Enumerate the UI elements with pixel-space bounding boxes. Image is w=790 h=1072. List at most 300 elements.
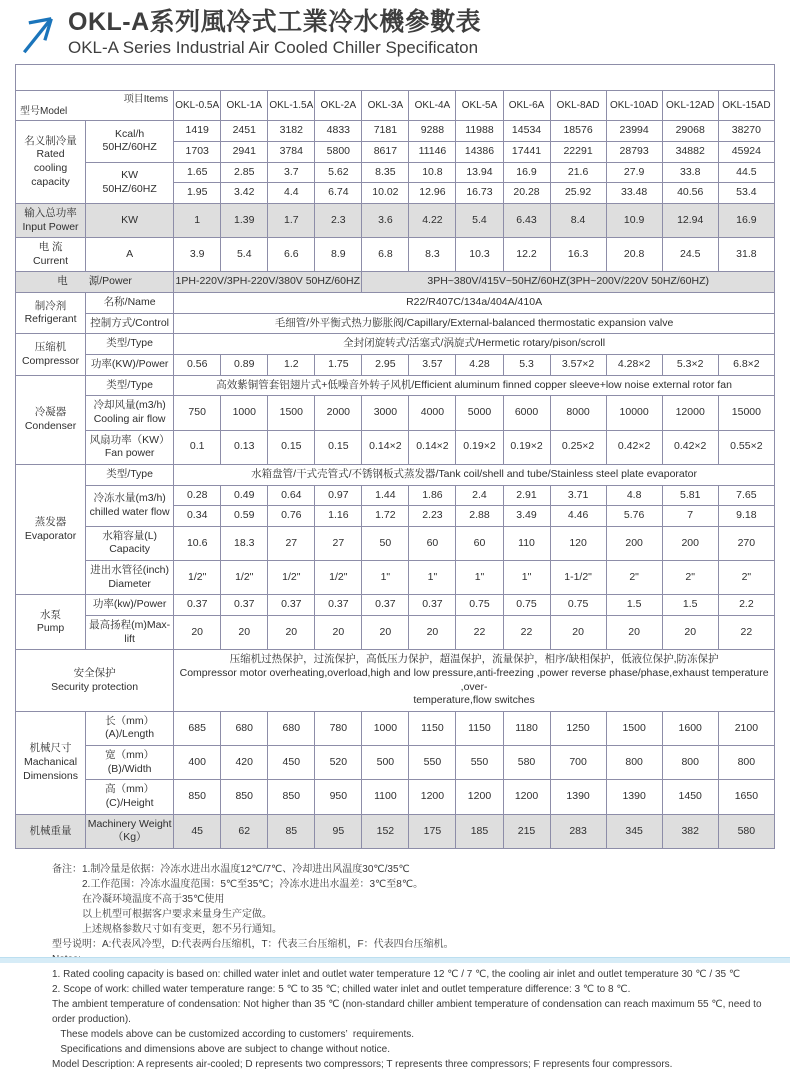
value-cell: 33.48 — [606, 183, 662, 204]
note-line: 2.工作范围：冷冻水温度范围：5℃至35℃；冷冻水进出水温差：3℃至8℃。 — [52, 878, 424, 890]
value-cell: 27 — [268, 526, 315, 560]
value-cell: 1150 — [456, 711, 503, 745]
value-cell: 2100 — [718, 711, 774, 745]
table-row — [16, 430, 775, 464]
value-cell: 24.5 — [662, 238, 718, 272]
note-line: 在冷凝环境温度不高于35℃使用 — [52, 893, 225, 905]
section-cell: 安全保护 Security protection — [16, 650, 174, 712]
value-cell: 1703 — [174, 141, 221, 162]
value-cell: 53.4 — [718, 183, 774, 204]
table-row — [16, 595, 775, 616]
value-cell: 3.71 — [550, 485, 606, 506]
value-cell: 20 — [362, 616, 409, 650]
section-cell: 冷凝器 Condenser — [16, 375, 86, 464]
table-row — [16, 650, 775, 712]
value-cell: 10.9 — [606, 203, 662, 237]
table-row — [16, 561, 775, 595]
value-cell: 1" — [362, 561, 409, 595]
value-cell: 200 — [606, 526, 662, 560]
footer-strip — [0, 957, 790, 963]
value-cell: 0.19×2 — [503, 430, 550, 464]
value-cell: 12.96 — [409, 183, 456, 204]
value-cell: 1/2" — [174, 561, 221, 595]
value-cell: 4.8 — [606, 485, 662, 506]
value-cell: 1.5 — [662, 595, 718, 616]
value-cell: 1200 — [409, 780, 456, 814]
section-cell: 电 源/Power — [16, 272, 174, 293]
value-cell: 1.5 — [606, 595, 662, 616]
model-column-header: OKL-8AD — [550, 91, 606, 121]
value-cell: 20.8 — [606, 238, 662, 272]
value-cell: 680 — [268, 711, 315, 745]
page-title-cn: OKL-A系列風冷式工業冷水機參數表 — [68, 8, 482, 36]
item-cell: 进出水管径(inch) Diameter — [86, 561, 174, 595]
value-cell: 185 — [456, 814, 503, 848]
value-cell: 10.02 — [362, 183, 409, 204]
value-cell: 215 — [503, 814, 550, 848]
value-cell: 38270 — [718, 121, 774, 142]
value-cell: 4.22 — [409, 203, 456, 237]
note-line: 1. Rated cooling capacity is based on: chilled water inlet and outlet water temperature 12 ℃ / 7 ℃, the cooling air inlet and outlet temperature 30 ℃ / 35 ℃ — [52, 968, 741, 980]
value-cell: 20 — [409, 616, 456, 650]
value-cell: 5.3×2 — [662, 355, 718, 376]
table-row — [16, 121, 775, 142]
value-cell: 2.85 — [221, 162, 268, 183]
note-line: 2. Scope of work: chilled water temperature range: 5 ℃ to 35 ℃; chilled water inlet and outlet temperature difference: 3 ℃ to 8 ℃. — [52, 983, 631, 995]
value-cell: 7 — [662, 506, 718, 527]
value-cell: 1650 — [718, 780, 774, 814]
model-column-header: OKL-10AD — [606, 91, 662, 121]
value-cell: 2.95 — [362, 355, 409, 376]
value-cell: 1500 — [268, 396, 315, 430]
model-column-header: OKL-1.5A — [268, 91, 315, 121]
value-cell: 550 — [456, 746, 503, 780]
value-cell: 3.7 — [268, 162, 315, 183]
table-row — [16, 375, 775, 396]
value-cell: 95 — [315, 814, 362, 848]
value-cell: 9.18 — [718, 506, 774, 527]
page-header — [0, 0, 790, 59]
value-cell: 4.46 — [550, 506, 606, 527]
value-cell: 0.37 — [362, 595, 409, 616]
note-line: 备注：1.制冷量是依据：冷冻水进出水温度12℃/7℃、冷却进出风温度30℃/35℃ — [52, 863, 410, 875]
item-cell: 功率(KW)/Power — [86, 355, 174, 376]
value-cell: 10.3 — [456, 238, 503, 272]
corner-model-label: 型号Model — [20, 106, 68, 118]
section-cell: 压缩机 Compressor — [16, 334, 86, 375]
value-cell: 200 — [662, 526, 718, 560]
value-cell: 680 — [221, 711, 268, 745]
value-cell: 2.3 — [315, 203, 362, 237]
value-cell: 382 — [662, 814, 718, 848]
note-line: 型号说明：A:代表风冷型，D:代表两台压缩机，T：代表三台压缩机，F：代表四台压缩机。 — [52, 938, 454, 950]
value-cell: 0.15 — [268, 430, 315, 464]
value-cell: 1.2 — [268, 355, 315, 376]
item-cell: 长（mm）(A)/Length — [86, 711, 174, 745]
value-cell: 1000 — [221, 396, 268, 430]
table-banner-row — [16, 64, 775, 91]
item-cell: Machinery Weight （Kg） — [86, 814, 174, 848]
model-column-header: OKL-1A — [221, 91, 268, 121]
value-cell: 0.14×2 — [409, 430, 456, 464]
value-cell: 11988 — [456, 121, 503, 142]
value-cell: 22291 — [550, 141, 606, 162]
value-cell: 2.91 — [503, 485, 550, 506]
model-column-header: OKL-2A — [315, 91, 362, 121]
section-cell: 名义制冷量 Rated cooling capacity — [16, 121, 86, 204]
value-cell: 0.75 — [456, 595, 503, 616]
section-cell: 机械重量 — [16, 814, 86, 848]
value-cell: 283 — [550, 814, 606, 848]
value-cell: 12000 — [662, 396, 718, 430]
value-cell: 4.28×2 — [606, 355, 662, 376]
table-row — [16, 464, 775, 485]
value-cell: 20 — [662, 616, 718, 650]
page-title-en: OKL-A Series Industrial Air Cooled Chiller Specificaton — [68, 37, 479, 57]
corner-cell — [16, 91, 174, 121]
span-cell: R22/R407C/134a/404A/410A — [174, 293, 775, 314]
span-cell: 压缩机过热保护，过流保护，高低压力保护，超温保护，流量保护，相序/缺相保护，低液位保护,防冻保护 Compressor motor overheating,overload,high and low pressure,anti-freezing ,power reverse phase/phase,exhaust temperature ,over- temperature,flow switches — [174, 650, 775, 712]
value-cell: 5000 — [456, 396, 503, 430]
value-cell: 20 — [315, 616, 362, 650]
span-cell: 水箱盘管/干式壳管式/不锈钢板式蒸发器/Tank coil/shell and tube/Stainless steel plate evaporator — [174, 464, 775, 485]
value-cell: 1000 — [362, 711, 409, 745]
value-cell: 0.42×2 — [606, 430, 662, 464]
value-cell: 1.86 — [409, 485, 456, 506]
value-cell: 0.75 — [503, 595, 550, 616]
value-cell: 22 — [456, 616, 503, 650]
value-cell: 152 — [362, 814, 409, 848]
value-cell: 0.25×2 — [550, 430, 606, 464]
value-cell: 1600 — [662, 711, 718, 745]
item-cell: KW — [86, 203, 174, 237]
value-cell: 15000 — [718, 396, 774, 430]
value-cell: 500 — [362, 746, 409, 780]
value-cell: 5800 — [315, 141, 362, 162]
value-cell: 0.1 — [174, 430, 221, 464]
value-cell: 0.42×2 — [662, 430, 718, 464]
value-cell: 21.6 — [550, 162, 606, 183]
value-cell: 1.44 — [362, 485, 409, 506]
value-cell: 0.37 — [174, 595, 221, 616]
value-cell: 4.28 — [456, 355, 503, 376]
model-column-header: OKL-4A — [409, 91, 456, 121]
value-cell: 14386 — [456, 141, 503, 162]
value-cell: 62 — [221, 814, 268, 848]
value-cell: 0.56 — [174, 355, 221, 376]
model-column-header: OKL-12AD — [662, 91, 718, 121]
value-cell: 10.6 — [174, 526, 221, 560]
value-cell: 20 — [174, 616, 221, 650]
value-cell: 0.34 — [174, 506, 221, 527]
value-cell: 950 — [315, 780, 362, 814]
section-cell: 制冷剂 Refrigerant — [16, 293, 86, 334]
value-cell: 800 — [718, 746, 774, 780]
table-row — [16, 293, 775, 314]
value-cell: 0.37 — [268, 595, 315, 616]
value-cell: 3.6 — [362, 203, 409, 237]
value-cell: 20.28 — [503, 183, 550, 204]
value-cell: 400 — [174, 746, 221, 780]
item-cell: Kcal/h 50HZ/60HZ — [86, 121, 174, 162]
value-cell: 6.43 — [503, 203, 550, 237]
value-cell: 60 — [409, 526, 456, 560]
value-cell: 16.3 — [550, 238, 606, 272]
value-cell: 20 — [221, 616, 268, 650]
value-cell: 1/2" — [315, 561, 362, 595]
value-cell: 5.62 — [315, 162, 362, 183]
value-cell: 1.65 — [174, 162, 221, 183]
value-cell: 5.81 — [662, 485, 718, 506]
value-cell: 1419 — [174, 121, 221, 142]
item-cell: 水箱容量(L) Capacity — [86, 526, 174, 560]
table-row — [16, 526, 775, 560]
value-cell: 800 — [662, 746, 718, 780]
item-cell: 冷冻水量(m3/h) chilled water flow — [86, 485, 174, 526]
span-cell: 高效紫铜管套铝翅片式+低噪音外转子风机/Efficient aluminum finned copper sleeve+low noise external rotor fan — [174, 375, 775, 396]
value-cell: 1180 — [503, 711, 550, 745]
table-row — [16, 238, 775, 272]
value-cell: 2451 — [221, 121, 268, 142]
value-cell: 33.8 — [662, 162, 718, 183]
value-cell: 2" — [662, 561, 718, 595]
value-cell: 12.2 — [503, 238, 550, 272]
value-cell: 16.9 — [718, 203, 774, 237]
value-cell: 20 — [268, 616, 315, 650]
item-cell: 控制方式/Control — [86, 313, 174, 334]
value-cell: 0.97 — [315, 485, 362, 506]
value-cell: 3.57 — [409, 355, 456, 376]
table-header-row — [16, 91, 775, 121]
value-cell: 16.73 — [456, 183, 503, 204]
value-cell: 0.49 — [221, 485, 268, 506]
value-cell: 3.9 — [174, 238, 221, 272]
note-line: Specifications and dimensions above are subject to change without notice. — [52, 1043, 390, 1055]
value-cell: 8.4 — [550, 203, 606, 237]
value-cell: 44.5 — [718, 162, 774, 183]
value-cell: 34882 — [662, 141, 718, 162]
table-banner: OKL-A系列风冷式工业冷水机参数表 — [16, 64, 775, 91]
value-cell: 25.92 — [550, 183, 606, 204]
table-row — [16, 313, 775, 334]
value-cell: 10.8 — [409, 162, 456, 183]
value-cell: 0.64 — [268, 485, 315, 506]
value-cell: 8.35 — [362, 162, 409, 183]
value-cell: 3182 — [268, 121, 315, 142]
value-cell: 4.4 — [268, 183, 315, 204]
value-cell: 0.14×2 — [362, 430, 409, 464]
value-cell: 1250 — [550, 711, 606, 745]
value-cell: 3784 — [268, 141, 315, 162]
value-cell: 0.15 — [315, 430, 362, 464]
item-cell: 类型/Type — [86, 464, 174, 485]
section-cell: 机械尺寸 Machanical Dimensions — [16, 711, 86, 814]
value-cell: 1450 — [662, 780, 718, 814]
value-cell: 22 — [718, 616, 774, 650]
item-cell: 类型/Type — [86, 375, 174, 396]
value-cell: 2.23 — [409, 506, 456, 527]
span-cell: 3PH~380V/415V~50HZ/60HZ(3PH~200V/220V 50HZ/60HZ) — [362, 272, 775, 293]
value-cell: 1390 — [550, 780, 606, 814]
value-cell: 14534 — [503, 121, 550, 142]
value-cell: 2" — [718, 561, 774, 595]
value-cell: 6.8 — [362, 238, 409, 272]
table-row — [16, 711, 775, 745]
model-column-header: OKL-0.5A — [174, 91, 221, 121]
table-row — [16, 162, 775, 183]
value-cell: 1/2" — [268, 561, 315, 595]
value-cell: 2.88 — [456, 506, 503, 527]
value-cell: 270 — [718, 526, 774, 560]
value-cell: 16.9 — [503, 162, 550, 183]
value-cell: 40.56 — [662, 183, 718, 204]
value-cell: 5.3 — [503, 355, 550, 376]
table-row — [16, 485, 775, 506]
section-cell: 水泵 Pump — [16, 595, 86, 650]
value-cell: 23994 — [606, 121, 662, 142]
model-column-header: OKL-5A — [456, 91, 503, 121]
value-cell: 22 — [503, 616, 550, 650]
value-cell: 700 — [550, 746, 606, 780]
value-cell: 1" — [409, 561, 456, 595]
value-cell: 6.8×2 — [718, 355, 774, 376]
value-cell: 2" — [606, 561, 662, 595]
value-cell: 31.8 — [718, 238, 774, 272]
item-cell: 功率(kw)/Power — [86, 595, 174, 616]
value-cell: 520 — [315, 746, 362, 780]
value-cell: 0.19×2 — [456, 430, 503, 464]
value-cell: 28793 — [606, 141, 662, 162]
table-row — [16, 746, 775, 780]
table-row — [16, 814, 775, 848]
value-cell: 0.37 — [315, 595, 362, 616]
value-cell: 1390 — [606, 780, 662, 814]
model-column-header: OKL-15AD — [718, 91, 774, 121]
value-cell: 6.6 — [268, 238, 315, 272]
value-cell: 1200 — [456, 780, 503, 814]
note-line: These models above can be customized according to customers’ requirements. — [52, 1028, 415, 1040]
value-cell: 12.94 — [662, 203, 718, 237]
table-row — [16, 780, 775, 814]
value-cell: 2941 — [221, 141, 268, 162]
value-cell: 5.76 — [606, 506, 662, 527]
model-column-header: OKL-3A — [362, 91, 409, 121]
value-cell: 8617 — [362, 141, 409, 162]
value-cell: 780 — [315, 711, 362, 745]
value-cell: 120 — [550, 526, 606, 560]
value-cell: 0.75 — [550, 595, 606, 616]
value-cell: 1.72 — [362, 506, 409, 527]
value-cell: 3.57×2 — [550, 355, 606, 376]
value-cell: 1-1/2" — [550, 561, 606, 595]
notes-cn — [52, 862, 782, 952]
value-cell: 750 — [174, 396, 221, 430]
title-block — [68, 8, 481, 59]
value-cell: 1.75 — [315, 355, 362, 376]
value-cell: 20 — [550, 616, 606, 650]
value-cell: 1" — [503, 561, 550, 595]
value-cell: 0.55×2 — [718, 430, 774, 464]
value-cell: 9288 — [409, 121, 456, 142]
value-cell: 2.4 — [456, 485, 503, 506]
value-cell: 11146 — [409, 141, 456, 162]
model-column-header: OKL-6A — [503, 91, 550, 121]
value-cell: 8.3 — [409, 238, 456, 272]
note-line: 以上机型可根据客户要求来量身生产定做。 — [52, 908, 272, 920]
value-cell: 1 — [174, 203, 221, 237]
value-cell: 17441 — [503, 141, 550, 162]
value-cell: 10000 — [606, 396, 662, 430]
table-row — [16, 355, 775, 376]
value-cell: 3.49 — [503, 506, 550, 527]
section-cell: 输入总功率 Input Power — [16, 203, 86, 237]
value-cell: 7.65 — [718, 485, 774, 506]
section-cell: 电 流 Current — [16, 238, 86, 272]
value-cell: 550 — [409, 746, 456, 780]
value-cell: 3000 — [362, 396, 409, 430]
value-cell: 85 — [268, 814, 315, 848]
value-cell: 1150 — [409, 711, 456, 745]
value-cell: 3.42 — [221, 183, 268, 204]
value-cell: 1" — [456, 561, 503, 595]
item-cell: 高（mm）(C)/Height — [86, 780, 174, 814]
value-cell: 18.3 — [221, 526, 268, 560]
value-cell: 0.28 — [174, 485, 221, 506]
value-cell: 45924 — [718, 141, 774, 162]
value-cell: 0.13 — [221, 430, 268, 464]
item-cell: A — [86, 238, 174, 272]
table-row — [16, 616, 775, 650]
value-cell: 1.7 — [268, 203, 315, 237]
value-cell: 27.9 — [606, 162, 662, 183]
value-cell: 850 — [268, 780, 315, 814]
value-cell: 20 — [606, 616, 662, 650]
value-cell: 1/2" — [221, 561, 268, 595]
value-cell: 5.4 — [456, 203, 503, 237]
value-cell: 13.94 — [456, 162, 503, 183]
span-cell: 全封闭旋转式/活塞式/涡旋式/Hermetic rotary/pison/scroll — [174, 334, 775, 355]
value-cell: 6000 — [503, 396, 550, 430]
value-cell: 5.4 — [221, 238, 268, 272]
span-cell: 毛细管/外平衡式热力膨胀阀/Capillary/External-balanced thermostatic expansion valve — [174, 313, 775, 334]
item-cell: 宽（mm）(B)/Width — [86, 746, 174, 780]
item-cell: KW 50HZ/60HZ — [86, 162, 174, 203]
item-cell: 风扇功率（KW） Fan power — [86, 430, 174, 464]
value-cell: 1200 — [503, 780, 550, 814]
value-cell: 27 — [315, 526, 362, 560]
value-cell: 0.89 — [221, 355, 268, 376]
value-cell: 6.74 — [315, 183, 362, 204]
value-cell: 0.37 — [409, 595, 456, 616]
value-cell: 580 — [503, 746, 550, 780]
value-cell: 1.95 — [174, 183, 221, 204]
value-cell: 1.16 — [315, 506, 362, 527]
value-cell: 2.2 — [718, 595, 774, 616]
table-row — [16, 272, 775, 293]
note-line: 上述规格参数尺寸如有变更，恕不另行通知。 — [52, 923, 282, 935]
value-cell: 50 — [362, 526, 409, 560]
value-cell: 450 — [268, 746, 315, 780]
value-cell: 8000 — [550, 396, 606, 430]
note-line: Model Description: A represents air-cooled; D represents two compressors; T represents three compressors; F represents four compressors. — [52, 1058, 673, 1070]
value-cell: 850 — [221, 780, 268, 814]
item-cell: 冷却风量(m3/h) Cooling air flow — [86, 396, 174, 430]
item-cell: 类型/Type — [86, 334, 174, 355]
table-row — [16, 334, 775, 355]
value-cell: 45 — [174, 814, 221, 848]
value-cell: 18576 — [550, 121, 606, 142]
notes-en — [52, 952, 782, 1072]
